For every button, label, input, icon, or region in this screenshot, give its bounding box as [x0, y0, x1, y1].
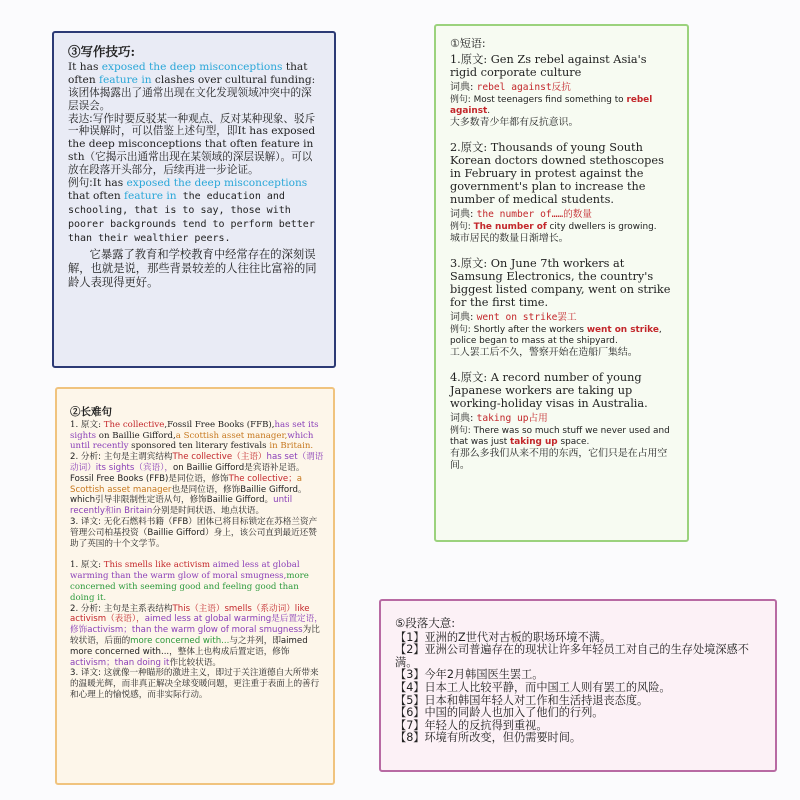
example-label: 例句:: [450, 425, 474, 436]
phrase-example-cn: 城市居民的数量日渐增长。: [450, 232, 569, 244]
summary-item: 【4】日本工人比较平静，而中国工人则有罢工的风险。: [395, 680, 671, 694]
phrase-original: 1.原文: Gen Zs rebel against Asia's rigid corporate culture: [450, 52, 647, 79]
example-text: There was so much stuff we never used and that was just: [450, 425, 670, 447]
sentence-text: on Baillie Gifford,: [96, 430, 176, 441]
sentence-2-translation: [70, 668, 325, 700]
phrase-original: 2.原文: Thousands of young South Korean doctors downed stethoscopes in February in protest against the government's plan to increase the number of medical students.: [450, 140, 664, 206]
translation-label: 3. 译文:: [70, 516, 104, 527]
writing-highlight: exposed the deep misconceptions: [101, 60, 283, 73]
example-highlight: feature in: [124, 189, 177, 202]
long-sentences-card: [55, 387, 335, 785]
writing-example: [68, 177, 322, 246]
analysis-text: on Baillie Gifford是宾语补足语。Fossil Free Books (FFB)是同位语，修饰: [70, 462, 305, 484]
analysis-comparison: than doing it: [114, 657, 170, 668]
analysis-label: 2. 分析:: [70, 603, 104, 614]
analysis-subject: The collective；: [228, 473, 297, 484]
phrase-dict: [450, 81, 677, 95]
example-text: , police began to mass at the shipyard.: [450, 324, 662, 346]
summary-item: 【2】亚洲公司普遍存在的现状让许多年轻员工对自己的生存处境深感不满。: [395, 643, 749, 669]
expression-pattern: It has exposed the deep misconceptions that often feature in sth: [68, 125, 316, 164]
example-highlight: taking up: [510, 436, 558, 447]
phrase-item: [450, 371, 677, 472]
summary-item: 【5】日本和韩国年轻人对工作和生活持退丧态度。: [395, 693, 649, 707]
example-highlight: rebel against: [450, 94, 653, 116]
writing-highlight: feature in: [99, 73, 152, 86]
phrase-original: 4.原文: A record number of young Japanese workers are taking up working-holiday visas in Australia.: [450, 370, 648, 410]
paragraph-summary-card: [379, 599, 777, 772]
writing-text: It has: [68, 60, 102, 73]
expression-label: 表达:: [68, 112, 93, 125]
summary-item: 【7】年轻人的反抗得到重视。: [395, 718, 548, 732]
example-translation-text: 它暴露了教育和学校教育中经常存在的深刻误解，也就是说，那些背景较差的人往往比富裕的同龄人表现得更好。: [68, 247, 317, 289]
translation-text: 这就像一种瞄形的激进主义，即过于关注道德自大所带来的温暖光辉，而非真正解决全球变暖问题，更注重于表面上的善行和心理上的愉悦感，而非实际行动。: [70, 668, 320, 700]
summary-title: ⑤段落大意:: [395, 616, 456, 630]
long-sentences-title: ②长难句: [70, 406, 112, 418]
analysis-activism: activism；: [70, 657, 115, 668]
sentence-1-original: [70, 420, 325, 452]
example-text: space.: [557, 436, 590, 447]
writing-translation: 该团体揭露出了通常出现在文化发现领域冲突中的深层误会。: [68, 86, 312, 112]
phrase-example: [450, 95, 677, 117]
analysis-text: 作比较状语。: [169, 657, 222, 668]
phrase-dict: [450, 208, 677, 222]
dict-entry: rebel against反抗: [476, 81, 571, 93]
sentence-1-analysis: [70, 452, 325, 517]
phrase-item: [450, 53, 677, 129]
phrase-item: [450, 257, 677, 359]
example-text: that often: [68, 189, 125, 202]
analysis-text: 与之并列，即aimed more concerned with...，整体上也构成后置定语，修饰: [70, 635, 308, 657]
original-label: 1. 原文:: [70, 560, 104, 571]
example-text: Shortly after the workers: [473, 324, 587, 335]
writing-skills-title: ③写作技巧:: [68, 44, 136, 59]
expression-explain: （它揭示出通常出现在某领域的深层误解）。可以放在段落开头部分，后续再进一步论证。: [68, 151, 313, 177]
dict-entry: went on strike罢工: [476, 311, 577, 323]
example-text: city dwellers is growing.: [546, 221, 657, 232]
phrase-example: [450, 426, 677, 448]
example-text: the education and schooling, that is to say, those with poorer backgrounds tend to perform better than their wealthier peers.: [68, 190, 315, 244]
analysis-appositive: a Scottish asset manager: [70, 473, 303, 495]
phrase-dict: [450, 412, 677, 426]
subject-text: The collective: [103, 419, 165, 430]
summary-item: 【1】亚洲的Z世代对古板的职场环境不满。: [395, 630, 612, 644]
translation-label: 3. 译文:: [70, 668, 104, 679]
analysis-text: 也是同位语，修饰Baillie Gifford。which引导非限制性定语从句，修饰Baillie Gifford。: [70, 484, 307, 506]
phrases-card: [434, 24, 689, 542]
example-label: 例句:: [68, 177, 93, 190]
phrase-example-cn: 有那么多我们从来不用的东西，它们只是在占用空间。: [450, 447, 668, 471]
writing-text: that often: [68, 60, 308, 86]
dict-label: 词典:: [450, 311, 477, 323]
phrase-dict: [450, 311, 677, 325]
summary-item: 【3】今年2月韩国医生罢工。: [395, 668, 544, 682]
phrase-example: [450, 325, 677, 347]
example-highlight: went on strike: [586, 324, 659, 335]
example-text: It has: [92, 177, 127, 190]
appositive-text: a Scottish asset manager,: [175, 430, 288, 441]
sentence-text: sponsored ten literary festivals: [128, 441, 270, 452]
analysis-subject: The collective（主语）: [172, 452, 267, 463]
analysis-predicate: has set（谓语动词）its sights（宾语），: [70, 452, 324, 473]
summary-item: 【6】中国的同龄人也加入了他们的行列。: [395, 706, 604, 720]
writing-text: clashes over cultural funding:: [151, 73, 316, 86]
phrase-example-cn: 工人罢工后不久，警察开始在造船厂集结。: [450, 346, 638, 358]
sentence-text: aimed less at global warming than the warm glow of moral smugness,: [70, 560, 300, 582]
phrase-item: [450, 141, 677, 245]
phrase-example-cn: 大多数青少年都有反抗意识。: [450, 116, 579, 128]
example-text: .: [487, 105, 491, 116]
analysis-parallel: more concerned with...: [130, 635, 230, 646]
parallel-text: more concerned with seeming good and feeling good than doing it.: [70, 571, 309, 603]
analysis-text: 主句是主系表结构: [103, 603, 173, 614]
sentence-2-original: [70, 560, 325, 603]
dict-label: 词典:: [450, 208, 477, 220]
sentence-2-analysis: [70, 604, 325, 669]
sentence-text: ,Fossil Free Books (FFB),: [164, 419, 275, 430]
clause-text: which until recently: [70, 430, 314, 452]
analysis-comparison: than the warm glow of moral smugness: [131, 625, 303, 636]
translation-text: 无化石燃料书籍（FFB）团体已将目标锁定在苏格兰资产管理公司柏基投资（Baillie Gifford）身上，该公司直到最近还赞助了英国的十个文学节。: [70, 516, 318, 549]
example-translation: [68, 248, 322, 290]
example-label: 例句:: [450, 94, 474, 105]
adverbial-text: in Britain.: [269, 441, 314, 452]
predicate-text: has set its sights: [70, 419, 319, 441]
example-text: Most teenagers find something to: [473, 94, 627, 105]
original-label: 1. 原文:: [70, 419, 104, 430]
subject-text: This smells like activism: [103, 560, 211, 571]
analysis-text: 为比较状语，后面的: [70, 625, 320, 646]
phrases-title: ①短语:: [450, 37, 486, 50]
example-highlight: exposed the deep misconceptions: [126, 177, 308, 190]
example-label: 例句:: [450, 221, 474, 232]
sentence-1-translation: [70, 517, 325, 549]
dict-entry: the number of……的数量: [476, 208, 592, 220]
dict-label: 词典:: [450, 81, 477, 93]
analysis-text: 分别是时间状语、地点状语。: [152, 506, 265, 517]
analysis-subject: This（主语）smells（系动词）like activism（表语），: [70, 603, 310, 625]
expression-text: 写作时要反驳某一种观点、反对某种现象、驳斥一种误解时，可以借鉴上述句型，即: [68, 112, 316, 138]
writing-expression: [68, 113, 322, 178]
phrase-original: 3.原文: On June 7th workers at Samsung Electronics, the country's biggest listed company, went on strike for the first time.: [450, 256, 671, 309]
phrase-example: [450, 222, 677, 233]
summary-item: 【8】环境有所改变，但仍需要时间。: [395, 731, 582, 745]
example-label: 例句:: [450, 324, 474, 335]
dict-label: 词典:: [450, 412, 477, 424]
analysis-attributive: aimed less at global warming是后置定语，修饰activism；: [70, 614, 323, 636]
writing-skills-card: [52, 31, 336, 368]
analysis-text: 主句是主谓宾结构: [103, 452, 173, 463]
dict-entry: taking up占用: [476, 412, 548, 424]
writing-original: [68, 61, 322, 87]
analysis-label: 2. 分析:: [70, 452, 104, 463]
example-highlight: The number of: [473, 221, 547, 232]
analysis-adverbial: until recently和in Britain: [70, 495, 293, 517]
